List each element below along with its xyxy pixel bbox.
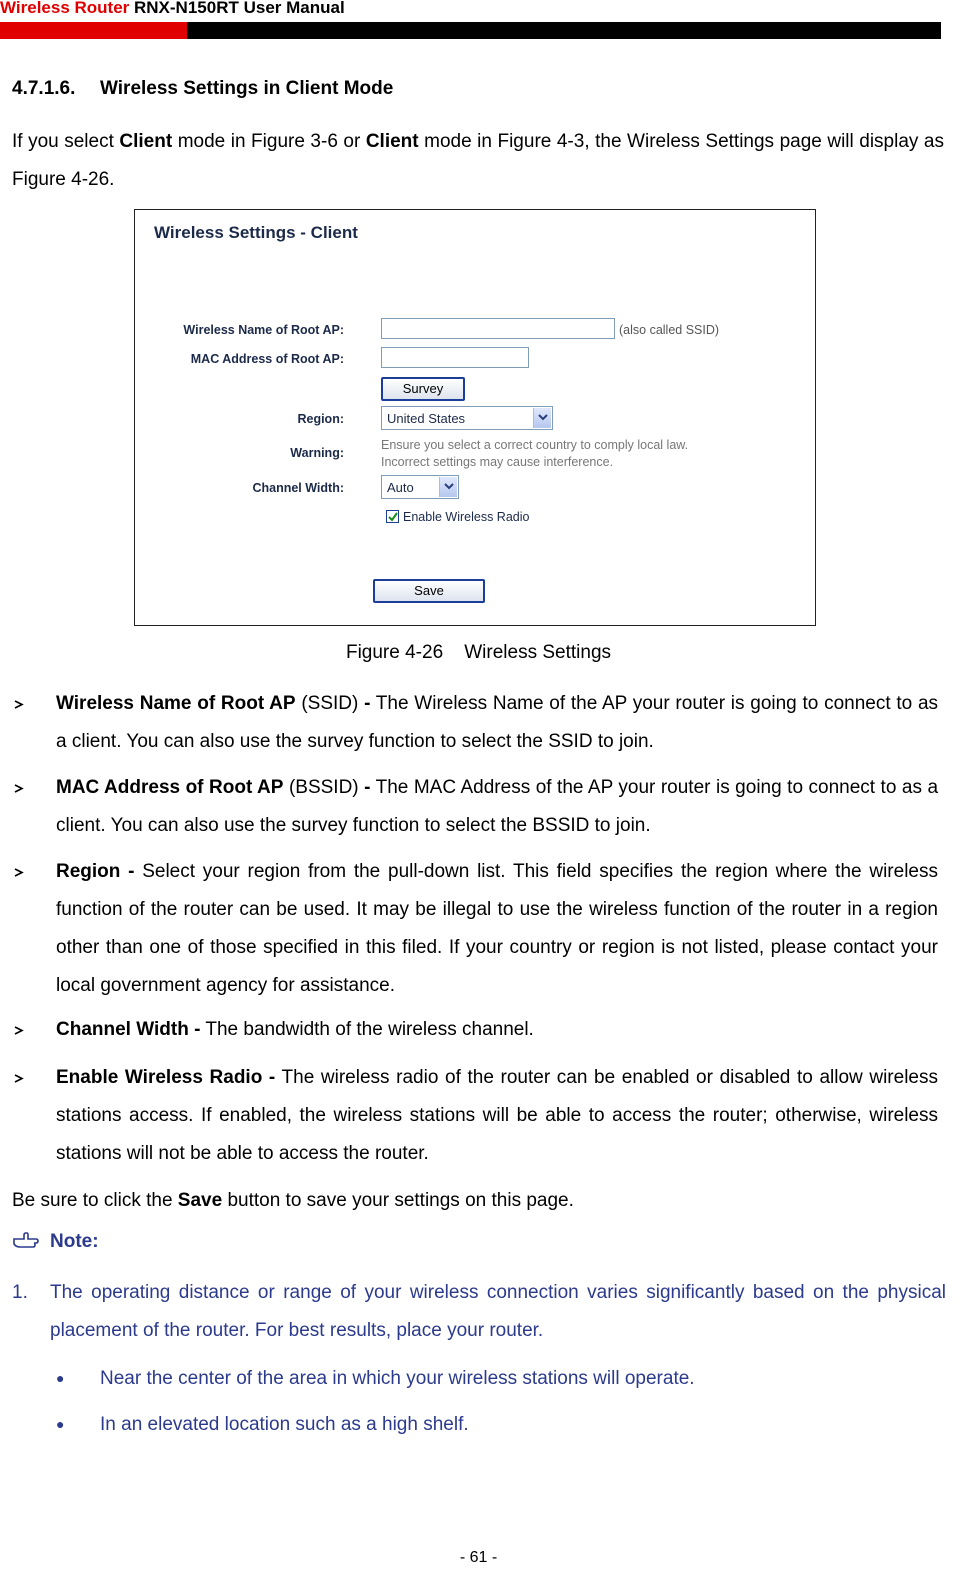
intro-paragraph [12,123,944,199]
ssid-hint: (also called SSID) [619,323,720,337]
bullet-text: Select your region from the pull-down list. This field specifies the region where the wireless function of the router can be used. It may be illegal to use the wireless function of the router in a region other than one of those specified in this filed. If your country or region is not listed, please contact your local government agency for assistance. [56,861,938,996]
save-reminder-bold: Save [177,1190,223,1211]
bullet-term: MAC Address of Root AP [56,777,284,798]
bullet-term: Region - [56,861,135,882]
intro-text-1: If you select [12,131,120,152]
warning-line-1: Ensure you select a correct country to comply local law. [381,438,689,452]
header-brand: Wireless Router [0,0,130,17]
enable-wireless-radio-checkbox[interactable] [386,510,399,523]
label-wireless-name: Wireless Name of Root AP: [183,323,344,337]
note-heading [12,1230,99,1253]
note-sub-item-text: In an elevated location such as a high shelf. [100,1414,469,1435]
bullet-region [12,853,938,1005]
bullet-text: The bandwidth of the wireless channel. [200,1019,534,1040]
intro-bold-client-1: Client [119,131,173,152]
bullet-paren: (SSID) [295,693,365,714]
bullet-paren: (BSSID) [283,777,365,798]
header-model: RNX-N150RT User Manual [129,0,345,17]
bullet-text: The wireless radio of the router can be enabled or disabled to allow wireless stations access. If enabled, the wireless stations will be able to access the router; otherwise, wireless stations will not be able to access the router. [56,1067,938,1164]
section-title: Wireless Settings in Client Mode [100,78,394,99]
survey-button[interactable]: Survey [381,377,465,401]
checkmark-icon [388,512,398,522]
channel-width-selected-value: Auto [387,480,414,495]
bullet-text: The MAC Address of the AP your router is going to connect to as a client. You can also use the survey function to select the BSSID to join. [56,777,939,836]
section-heading [12,78,393,100]
bullet-term: Wireless Name of Root AP [56,693,296,714]
bullet-dash: - [364,693,371,714]
save-reminder-pre: Be sure to click the [12,1190,178,1211]
bullet-term: Channel Width - [56,1019,201,1040]
header-title [0,0,345,18]
warning-line-2: Incorrect settings may cause interference. [381,455,614,469]
mac-input[interactable] [381,347,529,368]
bullet-channel-width [12,1011,938,1049]
chevron-down-icon [439,477,457,497]
ssid-input[interactable] [381,318,615,339]
save-button[interactable]: Save [373,579,485,603]
pointing-hand-icon [12,1230,40,1250]
chevron-down-icon [533,408,551,428]
note-sub-item-2 [56,1405,469,1444]
note-item-text: The operating distance or range of your wireless connection varies significantly based on the physical placement of the router. For best results, place your router. [50,1282,946,1341]
section-number: 4.7.1.6. [12,78,76,99]
figure-wireless-settings-client [134,209,816,626]
region-select[interactable] [381,406,553,430]
save-reminder-post: button to save your settings on this page. [222,1190,574,1211]
channel-width-select[interactable] [381,475,459,499]
note-sub-item-text: Near the center of the area in which your wireless stations will operate. [100,1368,695,1389]
bullet-mac-address [12,769,938,845]
page-number: - 61 - [459,1549,498,1566]
save-reminder [12,1182,574,1220]
header-bar-red [0,22,187,39]
bullet-dash: - [364,777,371,798]
note-item-1 [12,1274,946,1350]
intro-text-3: mode in Figure 4-3, the Wireless Settings page will display as Figure 4-26. [12,131,944,190]
note-item-number: 1. [12,1282,28,1303]
label-mac-address: MAC Address of Root AP: [190,352,344,366]
note-sub-item-1 [56,1359,695,1398]
figure-caption: Figure 4-26 Wireless Settings [345,642,612,663]
intro-bold-client-2: Client [365,131,419,152]
label-warning: Warning: [290,446,344,460]
bullet-text: The Wireless Name of the AP your router is going to connect to as a client. You can also use the survey function to select the SSID to join. [56,693,939,752]
label-region: Region: [297,412,344,426]
header-bar-black [187,22,941,39]
label-channel-width: Channel Width: [252,481,344,495]
bullet-enable-radio [12,1059,938,1173]
note-label: Note: [50,1231,99,1252]
enable-wireless-radio-label: Enable Wireless Radio [403,510,530,524]
page-header [0,0,957,40]
bullet-dot-icon: ● [56,1416,65,1432]
intro-text-2: mode in Figure 3-6 or [172,131,366,152]
bullet-term: Enable Wireless Radio - [56,1067,276,1088]
region-selected-value: United States [387,411,466,426]
figure-title: Wireless Settings - Client [154,223,358,242]
bullet-wireless-name [12,685,938,761]
bullet-dot-icon: ● [56,1370,65,1386]
